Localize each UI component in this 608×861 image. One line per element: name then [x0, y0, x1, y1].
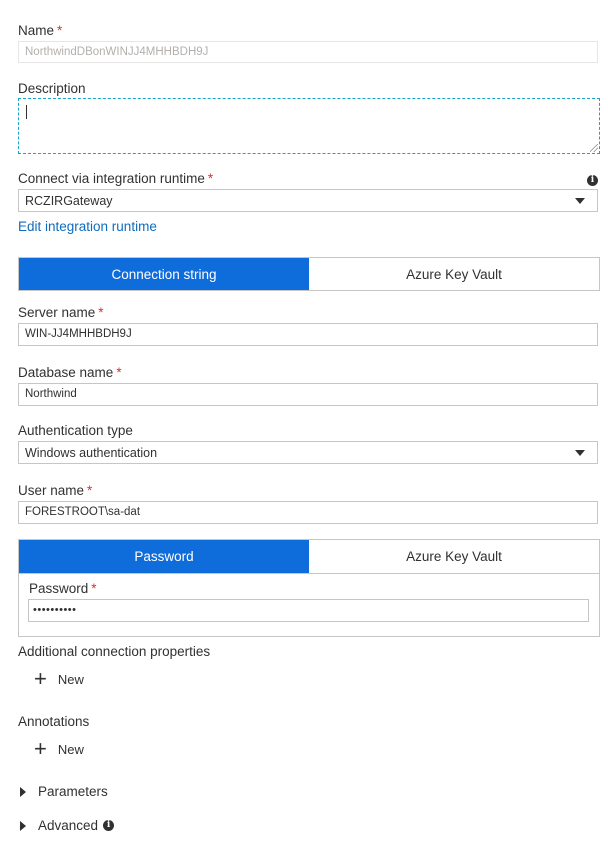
description-label: Description — [18, 81, 86, 96]
connection-tabs — [18, 257, 600, 291]
edit-integration-runtime-link[interactable]: Edit integration runtime — [18, 219, 157, 234]
add-connection-property-label: New — [57, 671, 84, 687]
integration-runtime-label — [18, 171, 213, 186]
name-label-text: Name — [18, 23, 55, 38]
add-connection-property-button[interactable] — [34, 668, 84, 690]
tab-azure-key-vault[interactable]: Azure Key Vault — [406, 266, 502, 282]
integration-runtime-label-text: Connect via integration runtime — [18, 171, 205, 186]
tab-password-azure-key-vault[interactable]: Azure Key Vault — [406, 549, 502, 564]
required-mark: * — [116, 365, 122, 380]
required-mark: * — [98, 305, 104, 320]
annotations-label: Annotations — [18, 714, 90, 729]
parameters-expander[interactable] — [20, 784, 108, 799]
required-mark: * — [57, 23, 63, 38]
server-name-label — [18, 305, 104, 320]
user-name-label — [18, 483, 92, 498]
advanced-label: Advanced — [38, 818, 99, 833]
password-tabs — [19, 540, 599, 574]
add-annotation-button[interactable] — [34, 738, 84, 760]
caret-down-icon — [575, 450, 585, 456]
name-label — [18, 23, 62, 38]
description-textarea[interactable] — [18, 98, 600, 154]
integration-runtime-select[interactable] — [18, 189, 598, 212]
plus-icon: + — [34, 666, 47, 691]
database-name-label-text: Database name — [18, 365, 114, 380]
server-name-input[interactable]: WIN-JJ4MHHBDH9J — [18, 323, 598, 346]
expand-arrow-icon — [20, 821, 26, 831]
database-name-input[interactable]: Northwind — [18, 383, 598, 406]
parameters-label: Parameters — [38, 784, 108, 799]
required-mark: * — [207, 171, 214, 186]
auth-type-label: Authentication type — [18, 423, 133, 438]
password-label-text: Password — [29, 581, 89, 596]
server-name-label-text: Server name — [18, 305, 96, 320]
required-mark: * — [87, 483, 93, 498]
database-name-label — [18, 365, 122, 380]
caret-down-icon — [575, 198, 585, 204]
text-cursor — [26, 105, 27, 119]
user-name-label-text: User name — [18, 483, 85, 498]
auth-type-select[interactable] — [18, 441, 598, 464]
info-icon[interactable]: i — [103, 820, 114, 831]
auth-type-value: Windows authentication — [25, 445, 158, 460]
add-annotation-label: New — [57, 741, 84, 757]
password-section — [18, 539, 600, 637]
integration-runtime-value: RCZIRGateway — [25, 193, 113, 208]
user-name-input[interactable]: FORESTROOT\sa-dat — [18, 501, 598, 524]
info-icon[interactable]: i — [587, 175, 598, 186]
required-mark: * — [91, 581, 97, 596]
password-input[interactable]: •••••••••• — [28, 599, 589, 622]
plus-icon: + — [34, 736, 47, 761]
password-label — [29, 581, 97, 596]
expand-arrow-icon — [20, 787, 26, 797]
tab-password[interactable]: Password — [19, 540, 309, 573]
tab-connection-string[interactable]: Connection string — [19, 258, 309, 290]
additional-properties-label: Additional connection properties — [18, 644, 211, 659]
advanced-expander[interactable] — [20, 818, 114, 833]
resize-handle-icon[interactable] — [590, 144, 598, 152]
name-input[interactable]: NorthwindDBonWINJJ4MHHBDH9J — [18, 41, 598, 63]
